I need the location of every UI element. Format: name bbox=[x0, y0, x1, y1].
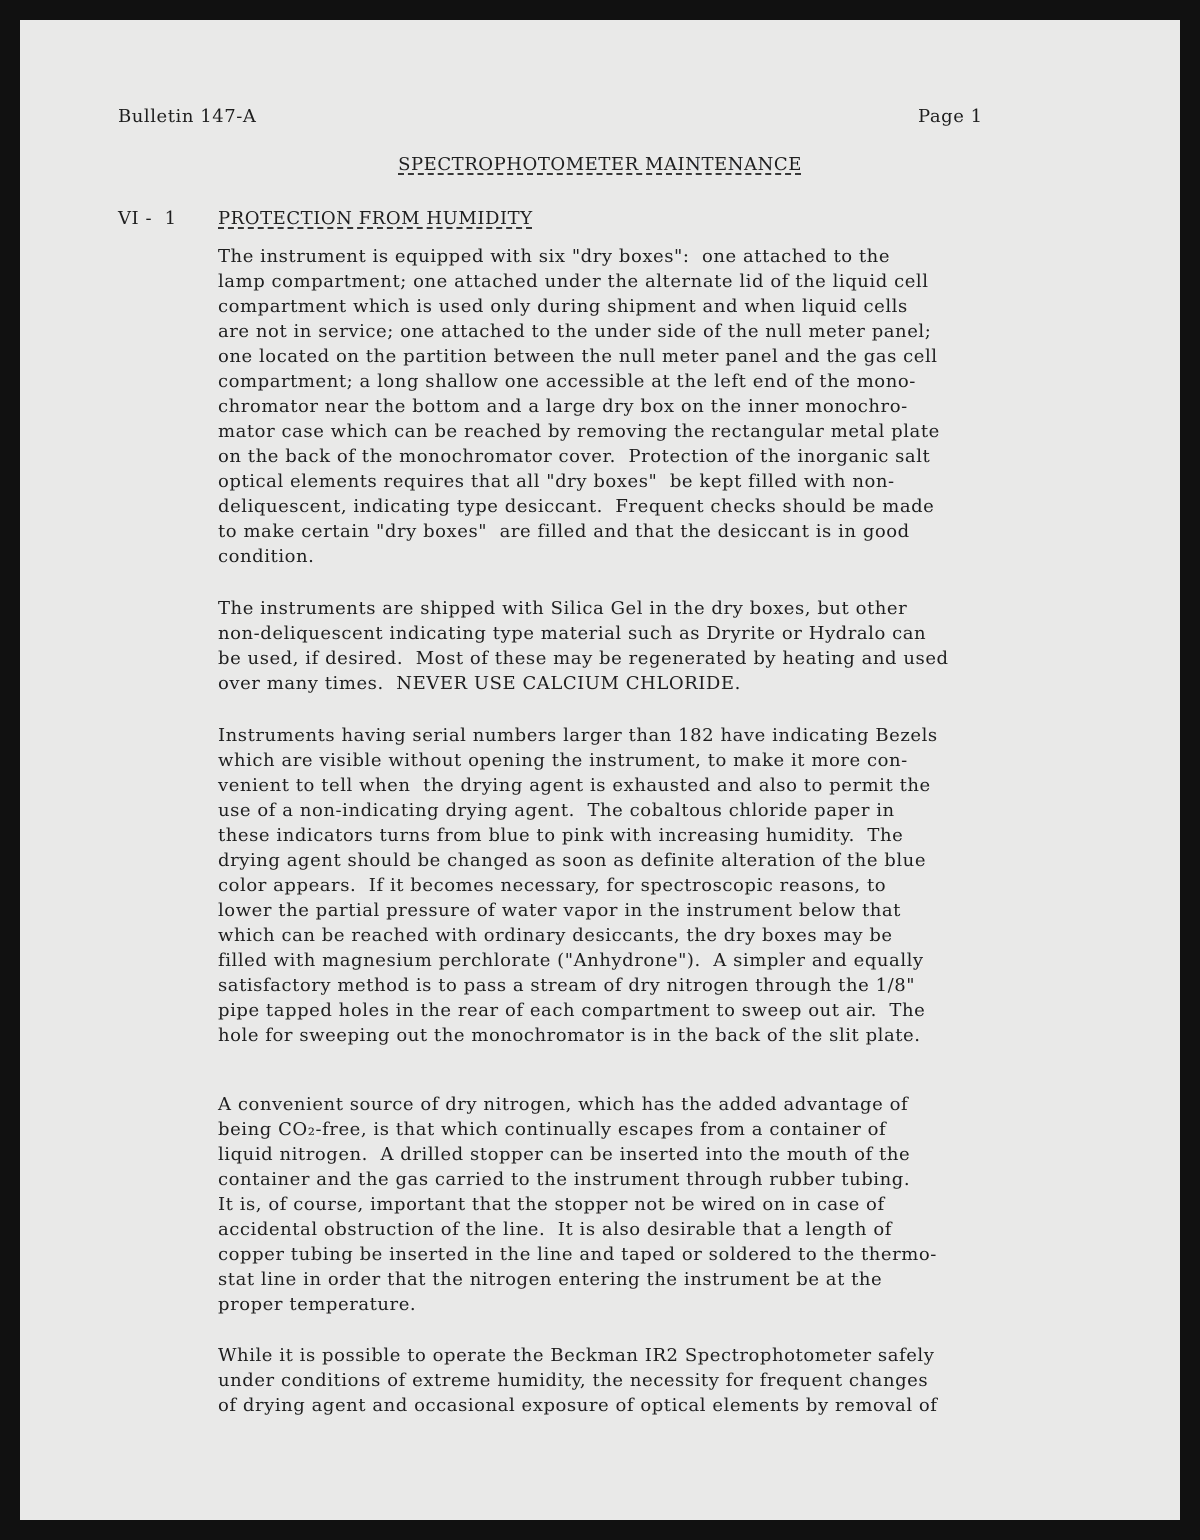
text-line: filled with magnesium perchlorate ("Anhydrone"). A simpler and equally bbox=[218, 950, 924, 971]
bulletin-number: Bulletin 147-A bbox=[118, 106, 257, 127]
text-line: hole for sweeping out the monochromator is in the back of the slit plate. bbox=[218, 1025, 921, 1046]
text-line: A convenient source of dry nitrogen, which has the added advantage of bbox=[218, 1094, 909, 1115]
text-line: While it is possible to operate the Beckman IR2 Spectrophotometer safely bbox=[218, 1345, 935, 1366]
text-line: are not in service; one attached to the under side of the null meter panel; bbox=[218, 321, 932, 342]
text-line: venient to tell when the drying agent is exhausted and also to permit the bbox=[218, 775, 931, 796]
text-line: stat line in order that the nitrogen entering the instrument be at the bbox=[218, 1269, 883, 1290]
text-line: over many times. NEVER USE CALCIUM CHLORIDE. bbox=[218, 673, 741, 694]
text-line: accidental obstruction of the line. It is also desirable that a length of bbox=[218, 1219, 892, 1240]
text-line: proper temperature. bbox=[218, 1294, 417, 1315]
paragraph-1 bbox=[218, 244, 940, 569]
section-heading: PROTECTION FROM HUMIDITY bbox=[218, 208, 533, 229]
section-number: VI - 1 bbox=[118, 208, 177, 229]
text-line: to make certain "dry boxes" are filled and that the desiccant is in good bbox=[218, 521, 910, 542]
paragraph-5 bbox=[218, 1343, 938, 1418]
text-line: color appears. If it becomes necessary, for spectroscopic reasons, to bbox=[218, 875, 887, 896]
paragraph-2 bbox=[218, 596, 949, 696]
text-line: these indicators turns from blue to pink with increasing humidity. The bbox=[218, 825, 904, 846]
document-title: SPECTROPHOTOMETER MAINTENANCE bbox=[398, 154, 802, 175]
text-line: Instruments having serial numbers larger than 182 have indicating Bezels bbox=[218, 725, 938, 746]
text-line: mator case which can be reached by removing the rectangular metal plate bbox=[218, 421, 940, 442]
page-number: Page 1 bbox=[918, 106, 983, 127]
text-line: lower the partial pressure of water vapor in the instrument below that bbox=[218, 900, 901, 921]
text-line: deliquescent, indicating type desiccant. Frequent checks should be made bbox=[218, 496, 935, 517]
text-line: It is, of course, important that the stopper not be wired on in case of bbox=[218, 1194, 885, 1215]
text-line: of drying agent and occasional exposure of optical elements by removal of bbox=[218, 1395, 938, 1416]
text-line: chromator near the bottom and a large dry box on the inner monochro- bbox=[218, 396, 908, 417]
text-line: drying agent should be changed as soon as definite alteration of the blue bbox=[218, 850, 927, 871]
text-line: liquid nitrogen. A drilled stopper can be inserted into the mouth of the bbox=[218, 1144, 911, 1165]
text-line: which are visible without opening the instrument, to make it more con- bbox=[218, 750, 908, 771]
text-line: The instruments are shipped with Silica Gel in the dry boxes, but other bbox=[218, 598, 908, 619]
text-line: one located on the partition between the null meter panel and the gas cell bbox=[218, 346, 938, 367]
text-line: satisfactory method is to pass a stream of dry nitrogen through the 1/8" bbox=[218, 975, 916, 996]
text-line: compartment; a long shallow one accessible at the left end of the mono- bbox=[218, 371, 916, 392]
text-line: which can be reached with ordinary desiccants, the dry boxes may be bbox=[218, 925, 893, 946]
text-line: condition. bbox=[218, 546, 315, 567]
text-line: copper tubing be inserted in the line and taped or soldered to the thermo- bbox=[218, 1244, 937, 1265]
text-line: be used, if desired. Most of these may be regenerated by heating and used bbox=[218, 648, 949, 669]
text-line: use of a non-indicating drying agent. The cobaltous chloride paper in bbox=[218, 800, 895, 821]
paragraph-4 bbox=[218, 1092, 937, 1317]
text-line: pipe tapped holes in the rear of each compartment to sweep out air. The bbox=[218, 1000, 926, 1021]
paragraph-3 bbox=[218, 723, 938, 1048]
text-line: The instrument is equipped with six "dry boxes": one attached to the bbox=[218, 246, 891, 267]
text-line: being CO₂-free, is that which continually escapes from a container of bbox=[218, 1119, 887, 1140]
text-line: container and the gas carried to the instrument through rubber tubing. bbox=[218, 1169, 911, 1190]
text-line: lamp compartment; one attached under the alternate lid of the liquid cell bbox=[218, 271, 929, 292]
text-line: compartment which is used only during shipment and when liquid cells bbox=[218, 296, 908, 317]
text-line: on the back of the monochromator cover. Protection of the inorganic salt bbox=[218, 446, 931, 467]
text-line: non-deliquescent indicating type material such as Dryrite or Hydralo can bbox=[218, 623, 927, 644]
document-page bbox=[20, 20, 1180, 1520]
text-line: optical elements requires that all "dry boxes" be kept filled with non- bbox=[218, 471, 895, 492]
text-line: under conditions of extreme humidity, the necessity for frequent changes bbox=[218, 1370, 929, 1391]
